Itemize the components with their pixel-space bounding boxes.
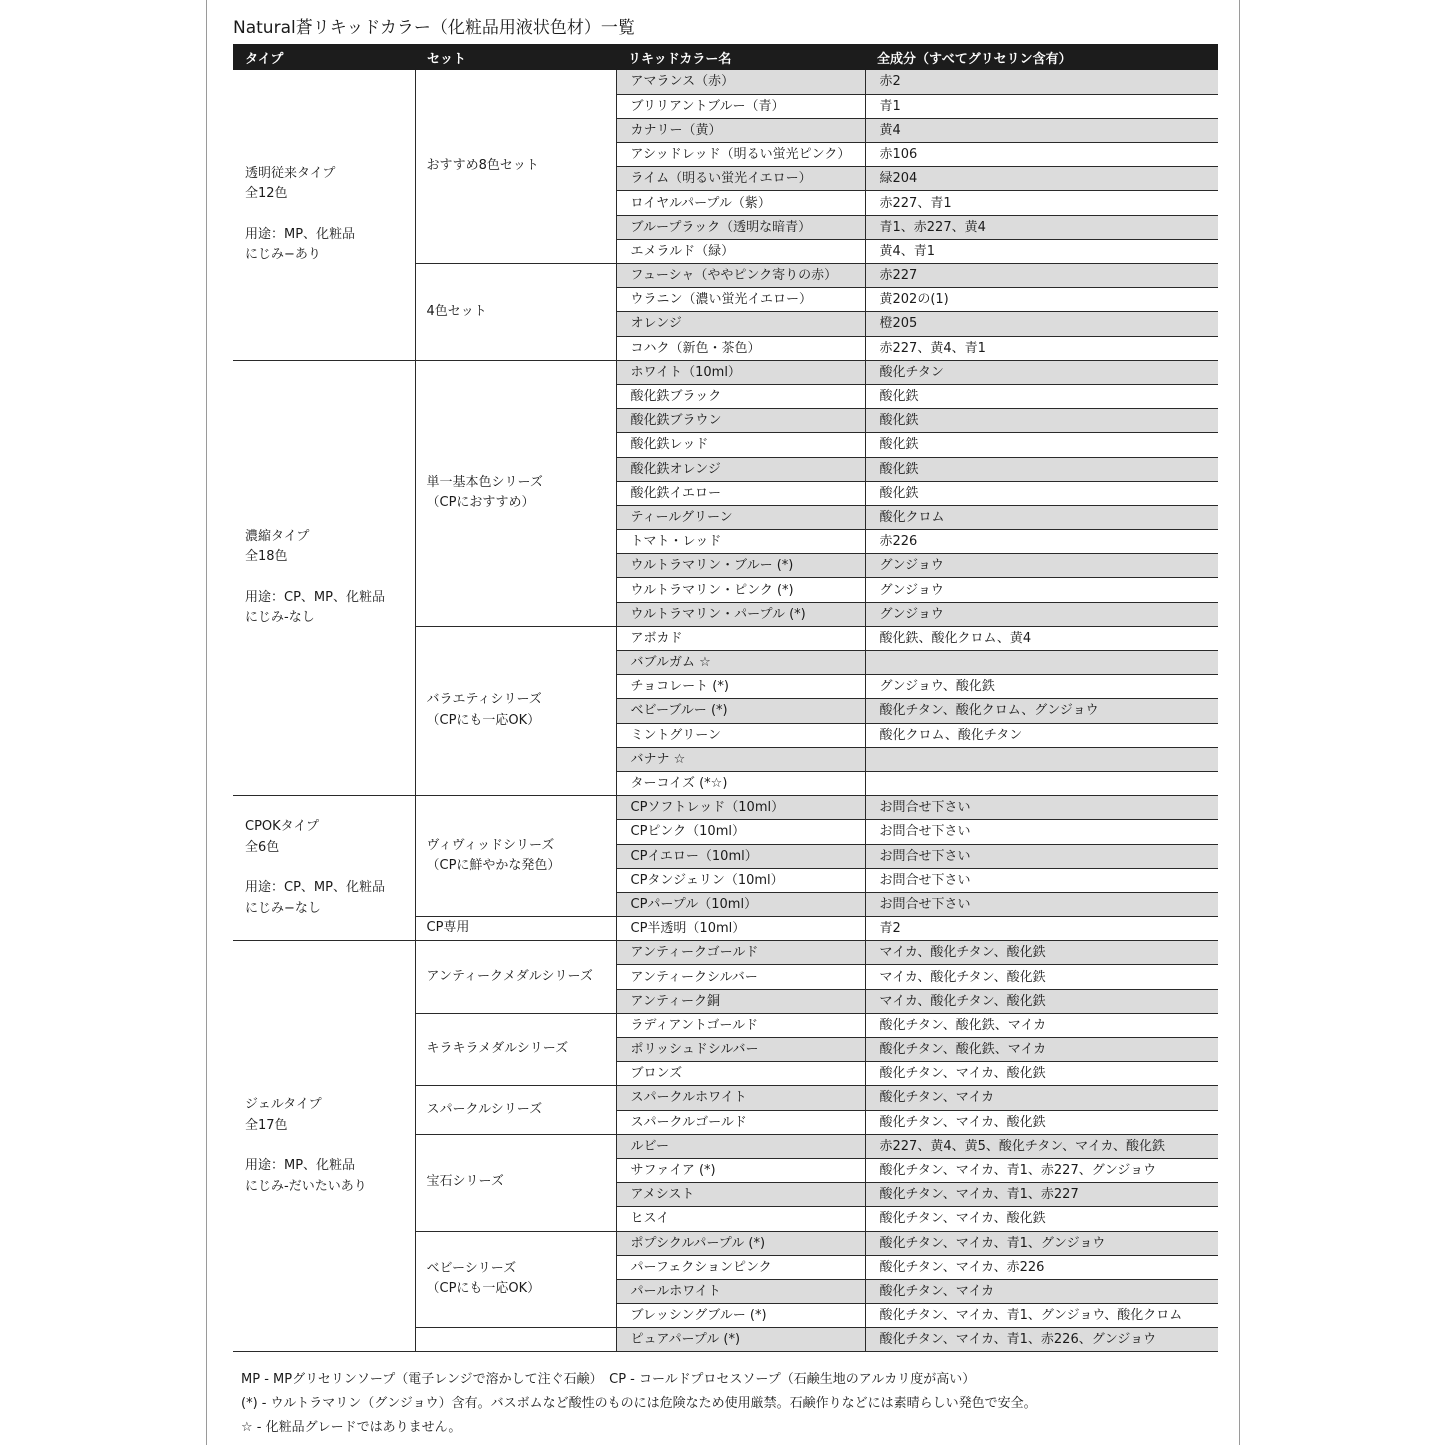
type-line bbox=[245, 205, 415, 225]
type-cell bbox=[233, 360, 415, 795]
header-ingredients: 全成分（すべてグリセリン含有） bbox=[865, 44, 1218, 70]
ingredients-cell: 酸化チタン、マイカ、酸化鉄 bbox=[865, 1110, 1218, 1134]
ingredients-cell: 酸化鉄 bbox=[865, 481, 1218, 505]
ingredients-cell: 赤227、青1 bbox=[865, 191, 1218, 215]
color-name-cell: 酸化鉄ブラック bbox=[616, 384, 865, 408]
color-name-cell: アシッドレッド（明るい蛍光ピンク） bbox=[616, 143, 865, 167]
ingredients-cell: 酸化チタン、マイカ bbox=[865, 1086, 1218, 1110]
set-cell bbox=[415, 1231, 616, 1328]
color-name-cell: CPタンジェリン（10ml） bbox=[616, 868, 865, 892]
ingredients-cell: 赤227、黄4、青1 bbox=[865, 336, 1218, 360]
type-line: 濃縮タイプ bbox=[245, 528, 310, 544]
ingredients-cell: 酸化チタン、酸化鉄、マイカ bbox=[865, 1038, 1218, 1062]
ingredients-cell: 酸化チタン、マイカ、青1、グンジョウ bbox=[865, 1231, 1218, 1255]
ingredients-cell: 青1 bbox=[865, 94, 1218, 118]
page-border-left bbox=[206, 0, 207, 1445]
color-name-cell: CPソフトレッド（10ml） bbox=[616, 796, 865, 820]
type-line: CPOKタイプ bbox=[245, 819, 320, 835]
color-name-cell: コハク（新色・茶色） bbox=[616, 336, 865, 360]
set-line: （CPにも一応OK） bbox=[426, 1281, 541, 1297]
set-line: 宝石シリーズ bbox=[426, 1174, 504, 1190]
set-line: おすすめ8色セット bbox=[426, 158, 539, 174]
type-line: 用途：MP、化粧品 bbox=[245, 1158, 356, 1174]
set-line: アンティークメダルシリーズ bbox=[426, 968, 593, 984]
footnotes bbox=[241, 1368, 1037, 1440]
color-name-cell: ウルトラマリン・パープル (*) bbox=[616, 602, 865, 626]
color-name-cell: パーフェクションピンク bbox=[616, 1255, 865, 1279]
ingredients-cell: グンジョウ bbox=[865, 602, 1218, 626]
color-name-cell: 酸化鉄ブラウン bbox=[616, 409, 865, 433]
type-cell bbox=[233, 796, 415, 941]
ingredients-cell bbox=[865, 771, 1218, 795]
footnote-star: ☆ - 化粧品グレードではありません。 bbox=[241, 1420, 462, 1435]
color-name-cell: チョコレート (*) bbox=[616, 675, 865, 699]
ingredients-cell: 青2 bbox=[865, 917, 1218, 941]
document-title: Natural蒼リキッドカラー（化粧品用液状色材）一覧 bbox=[233, 18, 635, 38]
color-name-cell: CPイエロー（10ml） bbox=[616, 844, 865, 868]
type-line: 全17色 bbox=[245, 1117, 288, 1133]
ingredients-cell: お問合せ下さい bbox=[865, 796, 1218, 820]
header-type: タイプ bbox=[233, 44, 415, 70]
set-cell bbox=[415, 1013, 616, 1086]
set-cell bbox=[415, 796, 616, 917]
color-name-cell: カナリー（黄） bbox=[616, 118, 865, 142]
type-line: 全12色 bbox=[245, 186, 288, 202]
set-line: （CPにおすすめ） bbox=[426, 495, 535, 511]
color-name-cell: ブリリアントブルー（青） bbox=[616, 94, 865, 118]
type-line: 用途：MP、化粧品 bbox=[245, 226, 356, 242]
type-line bbox=[245, 858, 415, 878]
set-line: スパークルシリーズ bbox=[426, 1101, 543, 1117]
type-line: にじみ−なし bbox=[245, 900, 321, 916]
ingredients-cell: 赤227 bbox=[865, 264, 1218, 288]
ingredients-cell: 青1、赤227、黄4 bbox=[865, 215, 1218, 239]
color-name-cell: ウラニン（濃い蛍光イエロー） bbox=[616, 288, 865, 312]
color-name-cell: アンティーク銅 bbox=[616, 989, 865, 1013]
set-line: ベビーシリーズ bbox=[426, 1260, 517, 1276]
footnote-soap-types: MP - MPグリセリンソープ（電子レンジで溶かして注ぐ石鹸） CP - コールドプロセスソープ（石鹸生地のアルカリ度が高い） bbox=[241, 1372, 976, 1387]
color-name-cell: CPピンク（10ml） bbox=[616, 820, 865, 844]
ingredients-cell: 酸化チタン、マイカ、赤226 bbox=[865, 1255, 1218, 1279]
type-line: 全6色 bbox=[245, 839, 280, 855]
ingredients-cell: 酸化チタン、酸化クロム、グンジョウ bbox=[865, 699, 1218, 723]
color-name-cell: ウルトラマリン・ピンク (*) bbox=[616, 578, 865, 602]
color-name-cell: CPパープル（10ml） bbox=[616, 892, 865, 916]
color-name-cell: サファイア (*) bbox=[616, 1158, 865, 1182]
liquid-color-table bbox=[233, 44, 1218, 1352]
ingredients-cell: 酸化チタン、マイカ、青1、赤227、グンジョウ bbox=[865, 1158, 1218, 1182]
ingredients-cell: 赤227、黄4、黄5、酸化チタン、マイカ、酸化鉄 bbox=[865, 1134, 1218, 1158]
set-line: ヴィヴィッドシリーズ bbox=[426, 837, 555, 853]
color-name-cell: ポプシクルパープル (*) bbox=[616, 1231, 865, 1255]
type-cell bbox=[233, 941, 415, 1352]
page-border-right bbox=[1239, 0, 1240, 1445]
table-row bbox=[233, 796, 1218, 820]
ingredients-cell: お問合せ下さい bbox=[865, 892, 1218, 916]
ingredients-cell: 赤226 bbox=[865, 530, 1218, 554]
set-line: キラキラメダルシリーズ bbox=[426, 1041, 569, 1057]
set-line: CP専用 bbox=[426, 920, 470, 936]
color-name-cell: ミントグリーン bbox=[616, 723, 865, 747]
ingredients-cell: 酸化クロム bbox=[865, 505, 1218, 529]
ingredients-cell: 黄4 bbox=[865, 118, 1218, 142]
type-line bbox=[245, 568, 415, 588]
ingredients-cell: 酸化クロム、酸化チタン bbox=[865, 723, 1218, 747]
set-line: バラエティシリーズ bbox=[426, 692, 542, 708]
table-body bbox=[233, 70, 1218, 1352]
ingredients-cell: 酸化鉄 bbox=[865, 457, 1218, 481]
ingredients-cell: 黄202の(1) bbox=[865, 288, 1218, 312]
ingredients-cell: お問合せ下さい bbox=[865, 868, 1218, 892]
color-name-cell: ティールグリーン bbox=[616, 505, 865, 529]
ingredients-cell: 酸化チタン、酸化鉄、マイカ bbox=[865, 1013, 1218, 1037]
set-line: 単一基本色シリーズ bbox=[426, 474, 543, 490]
set-cell bbox=[415, 1328, 616, 1352]
type-line: 透明従来タイプ bbox=[245, 165, 336, 181]
color-name-cell: ベビーブルー (*) bbox=[616, 699, 865, 723]
color-name-cell: ヒスイ bbox=[616, 1207, 865, 1231]
ingredients-cell: 黄4、青1 bbox=[865, 239, 1218, 263]
color-name-cell: 酸化鉄オレンジ bbox=[616, 457, 865, 481]
color-name-cell: アマランス（赤） bbox=[616, 70, 865, 94]
color-name-cell: スパークルゴールド bbox=[616, 1110, 865, 1134]
set-cell bbox=[415, 917, 616, 941]
color-name-cell: ホワイト（10ml） bbox=[616, 360, 865, 384]
color-name-cell: オレンジ bbox=[616, 312, 865, 336]
ingredients-cell: 酸化チタン、マイカ、青1、赤226、グンジョウ bbox=[865, 1328, 1218, 1352]
ingredients-cell: 酸化チタン、マイカ bbox=[865, 1279, 1218, 1303]
color-name-cell: ポリッシュドシルバー bbox=[616, 1038, 865, 1062]
color-name-cell: ブループラック（透明な暗青） bbox=[616, 215, 865, 239]
ingredients-cell: マイカ、酸化チタン、酸化鉄 bbox=[865, 941, 1218, 965]
type-line: 全18色 bbox=[245, 549, 288, 565]
color-name-cell: エメラルド（緑） bbox=[616, 239, 865, 263]
color-name-cell: ルビー bbox=[616, 1134, 865, 1158]
color-name-cell: ターコイズ (*☆) bbox=[616, 771, 865, 795]
color-name-cell: アンティークシルバー bbox=[616, 965, 865, 989]
type-line: にじみ-なし bbox=[245, 610, 315, 626]
type-line: にじみ-だいたいあり bbox=[245, 1178, 367, 1194]
color-name-cell: ラディアントゴールド bbox=[616, 1013, 865, 1037]
color-name-cell: ウルトラマリン・ブルー (*) bbox=[616, 554, 865, 578]
ingredients-cell: グンジョウ bbox=[865, 554, 1218, 578]
type-line: にじみ−あり bbox=[245, 247, 321, 263]
color-name-cell: フューシャ（ややピンク寄りの赤） bbox=[616, 264, 865, 288]
table-row bbox=[233, 360, 1218, 384]
color-name-cell: 酸化鉄レッド bbox=[616, 433, 865, 457]
header-color-name: リキッドカラー名 bbox=[616, 44, 865, 70]
ingredients-cell: 橙205 bbox=[865, 312, 1218, 336]
ingredients-cell: 酸化鉄 bbox=[865, 433, 1218, 457]
color-name-cell: ブロンズ bbox=[616, 1062, 865, 1086]
type-line: 用途：CP、MP、化粧品 bbox=[245, 880, 385, 896]
color-name-cell: バナナ ☆ bbox=[616, 747, 865, 771]
ingredients-cell: 酸化鉄、酸化クロム、黄4 bbox=[865, 626, 1218, 650]
color-name-cell: ブレッシングブルー (*) bbox=[616, 1304, 865, 1328]
color-name-cell: ロイヤルパープル（紫） bbox=[616, 191, 865, 215]
type-line bbox=[245, 1136, 415, 1156]
ingredients-cell: グンジョウ、酸化鉄 bbox=[865, 675, 1218, 699]
color-name-cell: ライム（明るい蛍光イエロー） bbox=[616, 167, 865, 191]
type-cell bbox=[233, 70, 415, 360]
table-row bbox=[233, 70, 1218, 94]
color-name-cell: トマト・レッド bbox=[616, 530, 865, 554]
color-name-cell: バブルガム ☆ bbox=[616, 651, 865, 675]
header-set: セット bbox=[415, 44, 616, 70]
table-row bbox=[233, 941, 1218, 965]
ingredients-cell: 酸化チタン、マイカ、青1、グンジョウ、酸化クロム bbox=[865, 1304, 1218, 1328]
color-name-cell: アンティークゴールド bbox=[616, 941, 865, 965]
set-cell bbox=[415, 264, 616, 361]
type-line: 用途：CP、MP、化粧品 bbox=[245, 589, 385, 605]
ingredients-cell: お問合せ下さい bbox=[865, 844, 1218, 868]
color-name-cell: アメシスト bbox=[616, 1183, 865, 1207]
ingredients-cell: 酸化鉄 bbox=[865, 384, 1218, 408]
color-name-cell: CP半透明（10ml） bbox=[616, 917, 865, 941]
ingredients-cell: お問合せ下さい bbox=[865, 820, 1218, 844]
ingredients-cell bbox=[865, 651, 1218, 675]
ingredients-cell: 赤2 bbox=[865, 70, 1218, 94]
color-name-cell: スパークルホワイト bbox=[616, 1086, 865, 1110]
ingredients-cell: 酸化鉄 bbox=[865, 409, 1218, 433]
set-line: （CPにも一応OK） bbox=[426, 712, 541, 728]
ingredients-cell: 酸化チタン、マイカ、青1、赤227 bbox=[865, 1183, 1218, 1207]
ingredients-cell: マイカ、酸化チタン、酸化鉄 bbox=[865, 989, 1218, 1013]
set-cell bbox=[415, 70, 616, 264]
ingredients-cell: マイカ、酸化チタン、酸化鉄 bbox=[865, 965, 1218, 989]
set-line: 4色セット bbox=[426, 303, 487, 319]
color-name-cell: パールホワイト bbox=[616, 1279, 865, 1303]
ingredients-cell: 緑204 bbox=[865, 167, 1218, 191]
ingredients-cell bbox=[865, 747, 1218, 771]
set-cell bbox=[415, 1134, 616, 1231]
ingredients-cell: 赤106 bbox=[865, 143, 1218, 167]
type-line: ジェルタイプ bbox=[245, 1097, 322, 1113]
set-cell bbox=[415, 941, 616, 1014]
footnote-ultramarine: (*) - ウルトラマリン（グンジョウ）含有。バスボムなど酸性のものには危険なため使用厳禁。石鹸作りなどには素晴らしい発色で安全。 bbox=[241, 1396, 1037, 1411]
set-cell bbox=[415, 626, 616, 795]
color-name-cell: 酸化鉄イエロー bbox=[616, 481, 865, 505]
set-line: （CPに鮮やかな発色） bbox=[426, 858, 561, 874]
set-cell bbox=[415, 360, 616, 626]
table-header-row bbox=[233, 44, 1218, 70]
ingredients-cell: 酸化チタン bbox=[865, 360, 1218, 384]
set-cell bbox=[415, 1086, 616, 1134]
color-name-cell: アボカド bbox=[616, 626, 865, 650]
ingredients-cell: グンジョウ bbox=[865, 578, 1218, 602]
color-name-cell: ピュアパープル (*) bbox=[616, 1328, 865, 1352]
ingredients-cell: 酸化チタン、マイカ、酸化鉄 bbox=[865, 1062, 1218, 1086]
ingredients-cell: 酸化チタン、マイカ、酸化鉄 bbox=[865, 1207, 1218, 1231]
